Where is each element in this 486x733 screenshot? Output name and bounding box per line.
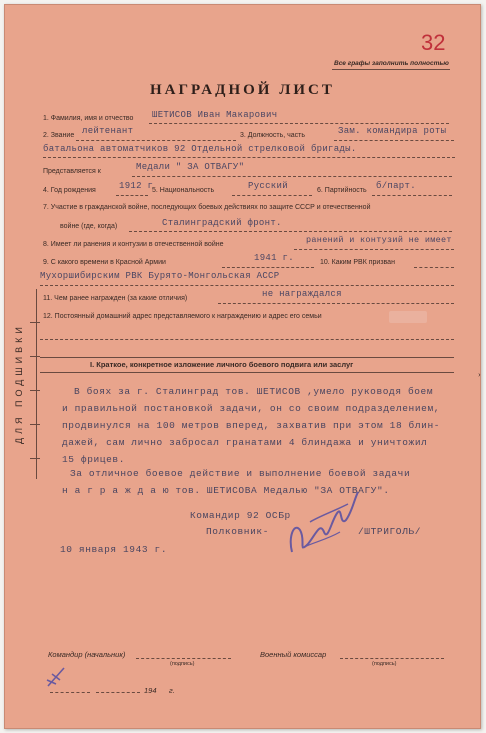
citation-line-5: 15 фрицев.	[62, 454, 126, 465]
citation-line-2: и правильной постановкой задачи, он со своим подразделением,	[62, 403, 441, 414]
field-4-value: 1912 г	[119, 181, 154, 191]
commander-label: Командир (начальник)	[48, 650, 126, 659]
citation-line-6: За отличное боевое действие и выполнение боевой задачи	[70, 468, 411, 479]
commander-rank: Полковник-	[206, 526, 270, 537]
section-heading: I. Краткое, конкретное изложение личного боевого подвига или заслуг	[90, 360, 354, 369]
field-3-value: Зам. командира роты	[338, 126, 447, 136]
citation-line-7: н а г р а ж д а ю тов. ШЕТИСОВА Медалью "ЗА ОТВАГУ".	[62, 485, 390, 496]
field-8-value: ранений и контузий не имеет	[306, 235, 452, 245]
field-11-label: 11. Чем ранее награжден (за какие отличия)	[43, 295, 188, 302]
citation-date: 10 января 1943 г.	[60, 544, 168, 555]
edge-arrow-icon: ›	[478, 370, 481, 379]
field-2-label: 2. Звание	[43, 132, 75, 139]
field-1-label: 1. Фамилия, имя и отчество	[43, 115, 134, 122]
field-1-value: ШЕТИСОВ Иван Макарович	[152, 110, 278, 120]
field-10-label: 10. Каким РВК призван	[320, 259, 395, 266]
archive-number: 32	[421, 30, 446, 55]
citation-line-1: В боях за г. Сталинград тов. ШЕТИСОВ ,умело руководя боем	[74, 386, 434, 397]
field-3-value-cont: батальона автоматчиков 92 Отдельной стрелковой бригады.	[43, 144, 357, 154]
field-7-label: 7. Участие в гражданской войне, последующих боевых действиях по защите СССР и отечественной	[43, 204, 371, 211]
ink-mark-icon	[44, 664, 70, 690]
commissar-label: Военный комиссар	[260, 650, 327, 659]
field-4-label: 4. Год рождения	[43, 187, 96, 194]
field-9-label: 9. С какого времени в Красной Армии	[43, 259, 166, 266]
field-5-label: 5. Национальность	[152, 187, 215, 194]
commander-signature	[280, 482, 370, 562]
fill-notice: Все графы заполнить полностью	[334, 60, 449, 67]
field-12-label: 12. Постоянный домашний адрес представляемого к награждению и адрес его семьи	[43, 313, 322, 320]
commissar-signature-hint: (подпись)	[372, 661, 397, 667]
field-2-value: лейтенант	[82, 126, 134, 136]
document-title: НАГРАДНОЙ ЛИСТ	[150, 82, 335, 98]
field-9-value: 1941 г.	[254, 253, 294, 263]
presented-label: Представляется к	[43, 168, 101, 175]
commander-name: /ШТРИГОЛЬ/	[358, 526, 422, 537]
footer-year-suffix: г.	[169, 686, 175, 695]
binding-margin-label: ДЛЯ ПОДШИВКИ	[14, 323, 24, 445]
field-6-value: б/парт.	[376, 181, 416, 191]
field-11-value: не награждался	[262, 289, 342, 299]
field-3-label: 3. Должность, часть	[240, 132, 306, 139]
field-10-value: Мухоршибирским РВК Бурято-Монгольская АССР	[40, 271, 280, 281]
award-sheet	[4, 4, 481, 729]
presented-value: Медали " ЗА ОТВАГУ"	[136, 162, 245, 172]
citation-line-3: продвинулся на 100 метров вперед, захватив при этом 18 блин-	[62, 420, 441, 431]
citation-line-4: дажей, сам лично забросал гранатами 4 блиндажа и уничтожил	[62, 437, 428, 448]
field-6-label: 6. Партийность	[317, 187, 367, 194]
footer-year-prefix: 194	[144, 686, 157, 695]
field-7-label-cont: войне (где, когда)	[60, 223, 118, 230]
field-5-value: Русский	[248, 181, 288, 191]
field-7-value: Сталинградский фронт.	[162, 218, 282, 228]
field-8-label: 8. Имеет ли ранения и контузии в отечественной войне	[43, 241, 224, 248]
commander-signature-hint: (подпись)	[170, 661, 195, 667]
commander-title: Командир 92 ОСБр	[190, 510, 291, 521]
